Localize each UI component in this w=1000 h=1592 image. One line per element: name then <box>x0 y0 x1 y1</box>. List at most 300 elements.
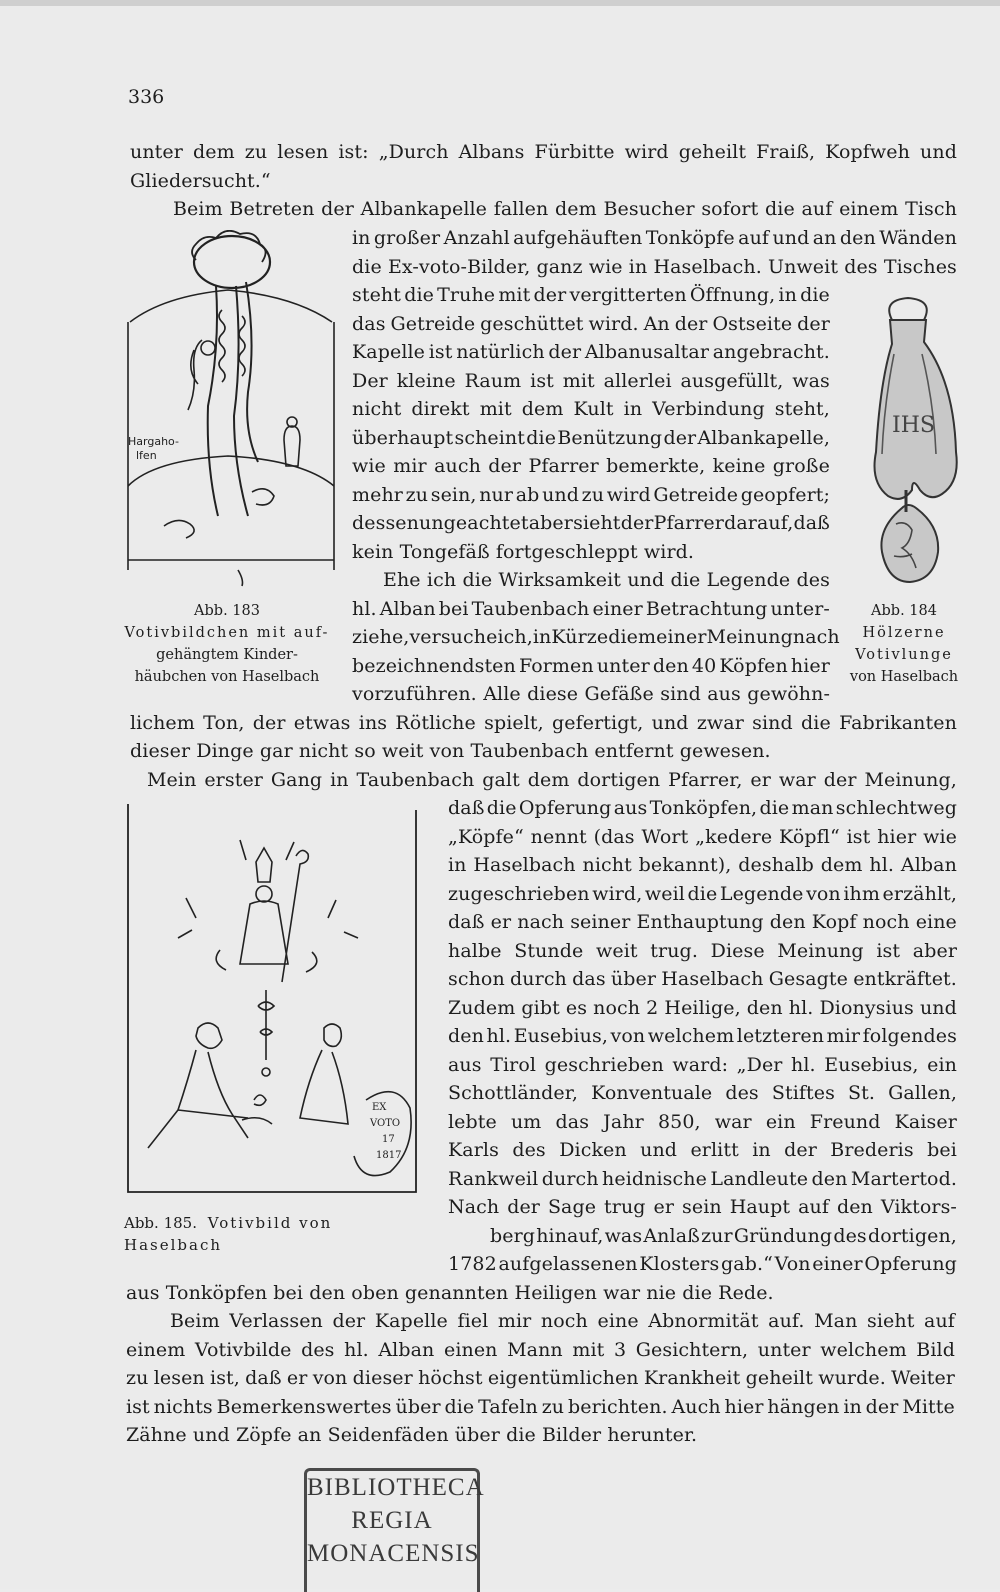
word: aus <box>707 683 741 705</box>
word: war <box>778 769 816 791</box>
word: in <box>623 398 643 420</box>
text-line <box>448 1022 957 1050</box>
word: Alban <box>378 1339 435 1361</box>
word: galt <box>482 769 520 791</box>
text-line <box>448 1193 957 1221</box>
word: Tisch <box>905 198 957 220</box>
word: Köpfen <box>719 655 788 677</box>
word: Verbindung <box>652 398 765 420</box>
word: der <box>533 284 567 306</box>
word: die <box>608 626 639 648</box>
word: auf <box>738 227 770 249</box>
word: eine <box>597 1310 639 1332</box>
text-line <box>352 338 830 366</box>
word: ist: <box>338 141 369 163</box>
word: daß <box>245 1367 282 1389</box>
word: geheilt <box>678 141 747 163</box>
word: Ex-voto-Bilder, <box>387 256 531 278</box>
word: St. <box>848 1082 876 1104</box>
word: Viktors- <box>880 1196 957 1218</box>
word: Stiftes <box>771 1082 835 1104</box>
word: natürlich <box>456 341 545 363</box>
word: Beim <box>173 198 223 220</box>
word: und <box>920 141 957 163</box>
word: um <box>510 1111 542 1133</box>
word: Ton, <box>203 712 245 734</box>
word: ein <box>927 1054 957 1076</box>
word: aufgelassenen <box>498 1253 638 1275</box>
word: Mitte <box>902 1396 955 1418</box>
word: scheint <box>454 427 526 449</box>
figure-185-caption <box>124 1212 434 1256</box>
word: Gesagte <box>768 968 848 990</box>
word: ist, <box>210 1367 240 1389</box>
text-line <box>352 367 830 395</box>
word: des <box>796 569 830 591</box>
figure-185-inscription-line-2: VOTO <box>370 1118 401 1129</box>
word: zur <box>701 1225 733 1247</box>
word: zu <box>581 484 605 506</box>
word: nach <box>792 626 840 648</box>
word: die <box>759 797 790 819</box>
text-line <box>448 794 957 822</box>
text-line <box>352 481 830 509</box>
word: in <box>352 227 371 249</box>
word: der <box>321 198 354 220</box>
word: zu <box>126 1367 149 1389</box>
word: Anlaß <box>643 1225 700 1247</box>
word: Kapelle <box>374 1310 448 1332</box>
word: Meinung, <box>864 769 957 791</box>
word: der <box>332 1310 366 1332</box>
word: in <box>778 284 797 306</box>
word: man <box>791 797 834 819</box>
word: Mann <box>507 1339 563 1361</box>
word: hl. <box>788 997 814 1019</box>
word: Kaiser <box>894 1111 957 1133</box>
word: diese <box>527 683 579 705</box>
word: Krankheit <box>643 1367 741 1389</box>
word: was <box>792 370 830 392</box>
word: Rötliche <box>395 712 476 734</box>
word: Haselbach <box>473 854 576 876</box>
votive-picture-illustration-183 <box>124 230 338 588</box>
word: was <box>604 1225 643 1247</box>
word: zu <box>541 1396 565 1418</box>
word: der <box>252 712 286 734</box>
word: der <box>797 313 830 335</box>
text-line <box>352 509 830 537</box>
word: nicht <box>352 398 402 420</box>
word: über <box>610 968 657 990</box>
word: schon <box>448 968 505 990</box>
text-line <box>448 937 957 965</box>
figure-183-inscription-line-1: Hargaho- <box>128 435 179 448</box>
word: die <box>765 198 795 220</box>
word: unter <box>757 1339 811 1361</box>
word: berg <box>490 1225 536 1247</box>
figure-183-inscription-line-2: lfen <box>136 449 157 462</box>
word: großer <box>373 227 441 249</box>
word: dem <box>192 141 235 163</box>
caption-line: Votivlunge <box>855 647 953 663</box>
text-line <box>352 680 830 708</box>
word: bei <box>927 1139 957 1161</box>
word: er <box>286 1367 308 1389</box>
word: berichten. <box>567 1396 668 1418</box>
word: ins <box>358 712 388 734</box>
word: Wirksamkeit <box>498 569 622 591</box>
word: mir <box>826 1025 861 1047</box>
word: und <box>640 1139 678 1161</box>
word: Legende <box>719 883 804 905</box>
word: Fürbitte <box>534 141 615 163</box>
word: 1782 <box>448 1253 497 1275</box>
word: 2 <box>646 997 659 1019</box>
word: Ehe <box>383 569 421 591</box>
word: letzteren <box>736 1025 825 1047</box>
caption-line: Hölzerne <box>862 625 946 641</box>
word: ist <box>126 1396 150 1418</box>
word: hl. <box>869 854 895 876</box>
stamp-line: MONACENSIS <box>307 1540 480 1567</box>
votive-picture-illustration-185 <box>126 800 420 1196</box>
word: steht, <box>774 398 830 420</box>
word: wie <box>923 826 957 848</box>
word: Dicken <box>559 1139 627 1161</box>
word: keine <box>712 455 766 477</box>
word: ward: <box>672 1054 729 1076</box>
word: nichts <box>153 1396 213 1418</box>
word: Diese <box>710 940 765 962</box>
word: geheilt <box>745 1367 813 1389</box>
word: und <box>627 569 665 591</box>
word: wird, <box>592 883 643 905</box>
word: ist <box>530 370 554 392</box>
word: Tirol <box>490 1054 537 1076</box>
text-line <box>352 623 840 651</box>
stamp-line: REGIA <box>351 1507 433 1534</box>
word: nicht <box>582 854 632 876</box>
word: erzählt, <box>882 883 957 905</box>
word: Haselbach <box>661 968 764 990</box>
word: eigentümlichen <box>487 1367 639 1389</box>
word: einer <box>592 598 643 620</box>
word: der <box>663 427 697 449</box>
text-line <box>448 965 957 993</box>
word: ziehe, <box>352 626 410 648</box>
word: hl. <box>344 1339 369 1361</box>
word: er <box>750 769 771 791</box>
word: trug <box>604 1196 646 1218</box>
word: hier <box>724 1396 764 1418</box>
word: geschrieben <box>544 1054 664 1076</box>
word: Taubenbach <box>471 598 590 620</box>
word: geschüttet <box>480 313 584 335</box>
word: Truhe <box>437 284 496 306</box>
word: meiner <box>638 626 707 648</box>
word: Martertod. <box>850 1168 957 1190</box>
word: Kapelle <box>352 341 426 363</box>
caption-line: gehängtem Kinder- <box>156 647 298 663</box>
word: seiner <box>570 911 631 933</box>
word: sieht <box>573 512 621 534</box>
word: bekannt), <box>638 854 732 876</box>
caption-label: Abb. 185. <box>124 1214 197 1232</box>
word: des <box>301 1339 335 1361</box>
word: mir <box>393 455 427 477</box>
word: heidnische <box>602 1168 707 1190</box>
word: wird. <box>588 313 639 335</box>
word: mit <box>562 370 595 392</box>
word: dortigen <box>577 769 661 791</box>
word: sieht <box>867 1310 915 1332</box>
word: An <box>643 313 670 335</box>
text-line <box>448 1165 957 1193</box>
text-line <box>147 766 957 794</box>
page-top-edge <box>0 0 1000 6</box>
word: Getreide <box>390 313 476 335</box>
word: Wort <box>641 826 689 848</box>
word: Nach <box>448 1196 500 1218</box>
word: einer <box>812 1253 863 1275</box>
word: bemerkte, <box>606 455 706 477</box>
library-stamp <box>304 1468 485 1592</box>
text-line <box>448 1250 957 1278</box>
text-line <box>448 1108 957 1136</box>
word: er <box>653 1196 675 1218</box>
word: Sage <box>547 1196 597 1218</box>
word: Abnormität <box>648 1310 759 1332</box>
word: sein, <box>430 484 477 506</box>
word: ihm <box>843 883 880 905</box>
word: folgendes <box>862 1025 957 1047</box>
word: gefertigt, <box>552 712 644 734</box>
page-number: 336 <box>128 86 165 108</box>
word: Wänden <box>879 227 957 249</box>
word: und <box>542 484 579 506</box>
word: ich <box>426 569 457 591</box>
word: einem <box>126 1339 186 1361</box>
word: unter <box>130 141 183 163</box>
word: wird <box>624 141 669 163</box>
word: ein <box>765 1111 796 1133</box>
word: war <box>714 1111 752 1133</box>
word: welchem <box>647 1025 735 1047</box>
text-line <box>448 1051 957 1079</box>
word: ich, <box>497 626 533 648</box>
word: 40 <box>691 655 717 677</box>
word: dessenungeachtet <box>352 512 529 534</box>
text-line <box>352 424 830 452</box>
word: sofort <box>701 198 759 220</box>
word: Legende <box>706 569 791 591</box>
word: ganz <box>536 256 583 278</box>
word: Fraiß, <box>756 141 816 163</box>
word: Unweit <box>767 256 839 278</box>
word: Gang <box>270 769 323 791</box>
word: ist <box>876 940 901 962</box>
word: Meinung <box>777 940 864 962</box>
text-line <box>448 994 957 1022</box>
word: Pfarrer, <box>668 769 743 791</box>
word: fallen <box>493 198 549 220</box>
word: noch <box>593 997 641 1019</box>
word: „Der <box>736 1054 783 1076</box>
word: zwar <box>696 712 744 734</box>
word: Besucher <box>603 198 695 220</box>
word: mit <box>498 284 531 306</box>
word: Pfarrer <box>528 455 599 477</box>
word: unter <box>596 655 650 677</box>
word: Weiter <box>891 1367 955 1389</box>
word: Opferung <box>864 1253 957 1275</box>
word: Heilige, <box>664 997 741 1019</box>
word: etwas <box>293 712 351 734</box>
word: Gründung <box>733 1225 833 1247</box>
word: Raum <box>464 370 522 392</box>
word: ab <box>515 484 540 506</box>
word: des <box>833 1225 867 1247</box>
word: hl. <box>791 1054 816 1076</box>
word: gab.“ <box>721 1253 773 1275</box>
word: hängen <box>767 1396 840 1418</box>
word: die <box>444 1396 475 1418</box>
word: deshalb <box>738 854 814 876</box>
word: auf <box>801 198 833 220</box>
word: auf. <box>768 1310 805 1332</box>
text-line <box>448 823 957 851</box>
word: welchem <box>820 1339 907 1361</box>
word: gewöhn- <box>747 683 830 705</box>
word: nennt <box>530 826 587 848</box>
word: geopfert; <box>740 484 830 506</box>
word: aus <box>448 1054 482 1076</box>
word: Enthauptung <box>636 911 764 933</box>
word: das <box>555 1111 590 1133</box>
word: Mein <box>147 769 197 791</box>
text-line <box>352 395 830 423</box>
text-line: aus Tonköpfen bei den oben genannten Heiligen war nie die Rede. <box>126 1282 774 1304</box>
word: Tafeln <box>478 1396 538 1418</box>
word: des <box>844 256 878 278</box>
word: den <box>652 655 689 677</box>
word: Betreten <box>229 198 315 220</box>
text-line <box>352 281 830 309</box>
word: aber <box>528 512 573 534</box>
word: Konventuale <box>591 1082 713 1104</box>
word: direkt <box>411 398 470 420</box>
word: Getreide <box>653 484 739 506</box>
word: dortigen, <box>867 1225 957 1247</box>
word: „Durch <box>378 141 449 163</box>
figure-184-caption <box>844 600 964 688</box>
word: allerlei <box>603 370 672 392</box>
word: erster <box>204 769 263 791</box>
word: sind <box>660 683 701 705</box>
word: Rankweil <box>448 1168 539 1190</box>
word: von <box>806 883 841 905</box>
text-line <box>352 452 830 480</box>
word: hl. <box>352 598 377 620</box>
word: Betrachtung <box>645 598 768 620</box>
text-line <box>448 851 957 879</box>
text-line: dieser Dinge gar nicht so weit von Taubenbach entfernt gewesen. <box>130 740 771 762</box>
word: wie <box>588 256 623 278</box>
word: überhaupt <box>352 427 454 449</box>
caption-line: Votivbildchen mit auf- <box>124 625 330 641</box>
word: auf <box>924 1310 955 1332</box>
word: nach <box>517 911 565 933</box>
word: die <box>687 883 718 905</box>
word: Eusebius, <box>824 1054 919 1076</box>
figure-185-inscription-line-1: EX <box>372 1102 387 1113</box>
word: der <box>784 1139 817 1161</box>
text-line <box>383 566 830 594</box>
wooden-votive-lung-illustration-184 <box>856 294 960 586</box>
word: und <box>772 227 810 249</box>
word: Haupt <box>729 1196 791 1218</box>
word: daß <box>793 512 830 534</box>
word: große <box>772 455 830 477</box>
word: Tonköpfe <box>645 227 735 249</box>
word: Albankapelle, <box>697 427 830 449</box>
word: wird <box>606 484 651 506</box>
word: lichem <box>130 712 195 734</box>
text-line <box>448 1079 957 1107</box>
text-line: kein Tongefäß fortgeschleppt wird. <box>352 541 695 563</box>
word: hl. <box>486 1025 512 1047</box>
word: des <box>725 1082 759 1104</box>
word: mir <box>497 1310 532 1332</box>
word: dem <box>820 854 863 876</box>
word: Gallen, <box>888 1082 957 1104</box>
caption-line: Votivbild von Haselbach <box>124 1214 333 1254</box>
word: dem <box>555 198 597 220</box>
word: durch <box>510 968 567 990</box>
word: und <box>919 997 957 1019</box>
word: vorzuführen. <box>352 683 477 705</box>
word: lebte <box>448 1111 497 1133</box>
text-line <box>352 224 957 252</box>
word: Anzahl <box>443 227 510 249</box>
word: schlechtweg <box>835 797 957 819</box>
word: dieser <box>352 1367 413 1389</box>
word: versuche <box>409 626 498 648</box>
word: „Köpfe“ <box>448 826 524 848</box>
word: (das <box>593 826 635 848</box>
word: Köpfl“ <box>779 826 840 848</box>
word: Kult <box>573 398 614 420</box>
figure-185-inscription-line-3: 17 <box>382 1134 395 1145</box>
word: wie <box>352 455 386 477</box>
word: er <box>490 911 512 933</box>
word: wurde. <box>818 1367 886 1389</box>
word: aufgehäuften <box>513 227 643 249</box>
word: dem <box>527 769 570 791</box>
text-line <box>352 310 830 338</box>
word: den <box>836 1196 873 1218</box>
word: Votivbilde <box>194 1339 292 1361</box>
word: das <box>572 968 606 990</box>
text-line <box>126 1393 955 1421</box>
word: mit <box>479 398 512 420</box>
word: die <box>670 569 701 591</box>
word: sind <box>752 712 793 734</box>
word: Gefäße <box>584 683 654 705</box>
word: unter- <box>770 598 830 620</box>
word: Benützung <box>557 427 663 449</box>
